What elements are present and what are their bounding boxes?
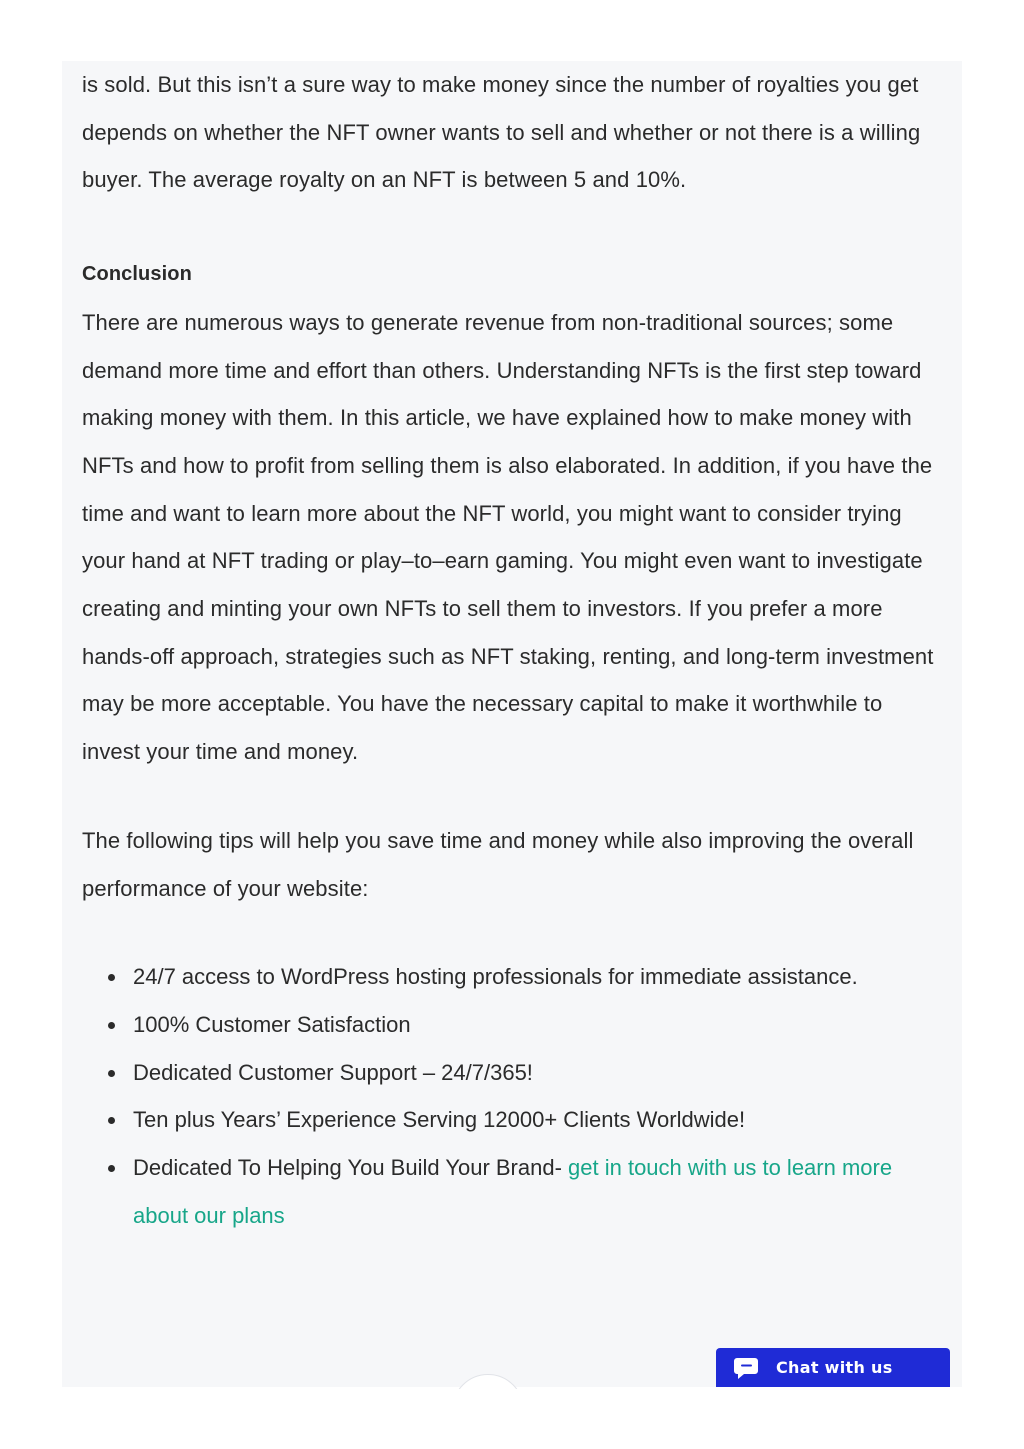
tips-list-item-brand [133,1144,942,1239]
intro-paragraph: is sold. But this isn’t a sure way to make money since the number of royalties you get depends on whether the NFT owner wants to sell and whether or not there is a willing buyer. The average royalty on an NFT is between 5 and 10%. [82,72,921,193]
tips-list [82,953,942,1239]
conclusion-heading: Conclusion [82,263,192,286]
tips-intro-paragraph: The following tips will help you save time and money while also improving the overall performance of your website: [82,827,914,901]
article-panel [62,61,962,1387]
chat-with-us-button[interactable] [716,1348,950,1387]
scroll-to-top-button[interactable] [452,1374,524,1446]
article-content [82,61,942,1239]
contact-plans-link[interactable]: get in touch with us to learn more about our plans [133,1155,893,1228]
tips-list-item: Dedicated Customer Support – 24/7/365! [133,1049,942,1097]
tips-list-item: Ten plus Years’ Experience Serving 12000+ Clients Worldwide! [133,1096,942,1144]
conclusion-paragraph: There are numerous ways to generate revenue from non-traditional sources; some demand more time and effort than others. Understanding NFTs is the first step toward making money with them. In this article, we have explained how to make money with NFTs and how to profit from selling them is also elaborated. In addition, if you have the time and want to learn more about the NFT world, you might want to consider trying your hand at NFT trading or play–to–earn gaming. You might even want to investigate creating and minting your own NFTs to sell them to investors. If you prefer a more hands-off approach, strategies such as NFT staking, renting, and long-term investment may be more acceptable. You have the necessary capital to make it worthwhile to invest your time and money. [82,309,934,765]
brand-tip-text: Dedicated To Helping You Build Your Brand- [133,1155,569,1181]
chat-with-us-label: Chat with us [776,1358,893,1377]
chat-bubble-icon [716,1348,776,1387]
tips-list-item: 24/7 access to WordPress hosting professionals for immediate assistance. [133,953,942,1001]
tips-list-item: 100% Customer Satisfaction [133,1001,942,1049]
